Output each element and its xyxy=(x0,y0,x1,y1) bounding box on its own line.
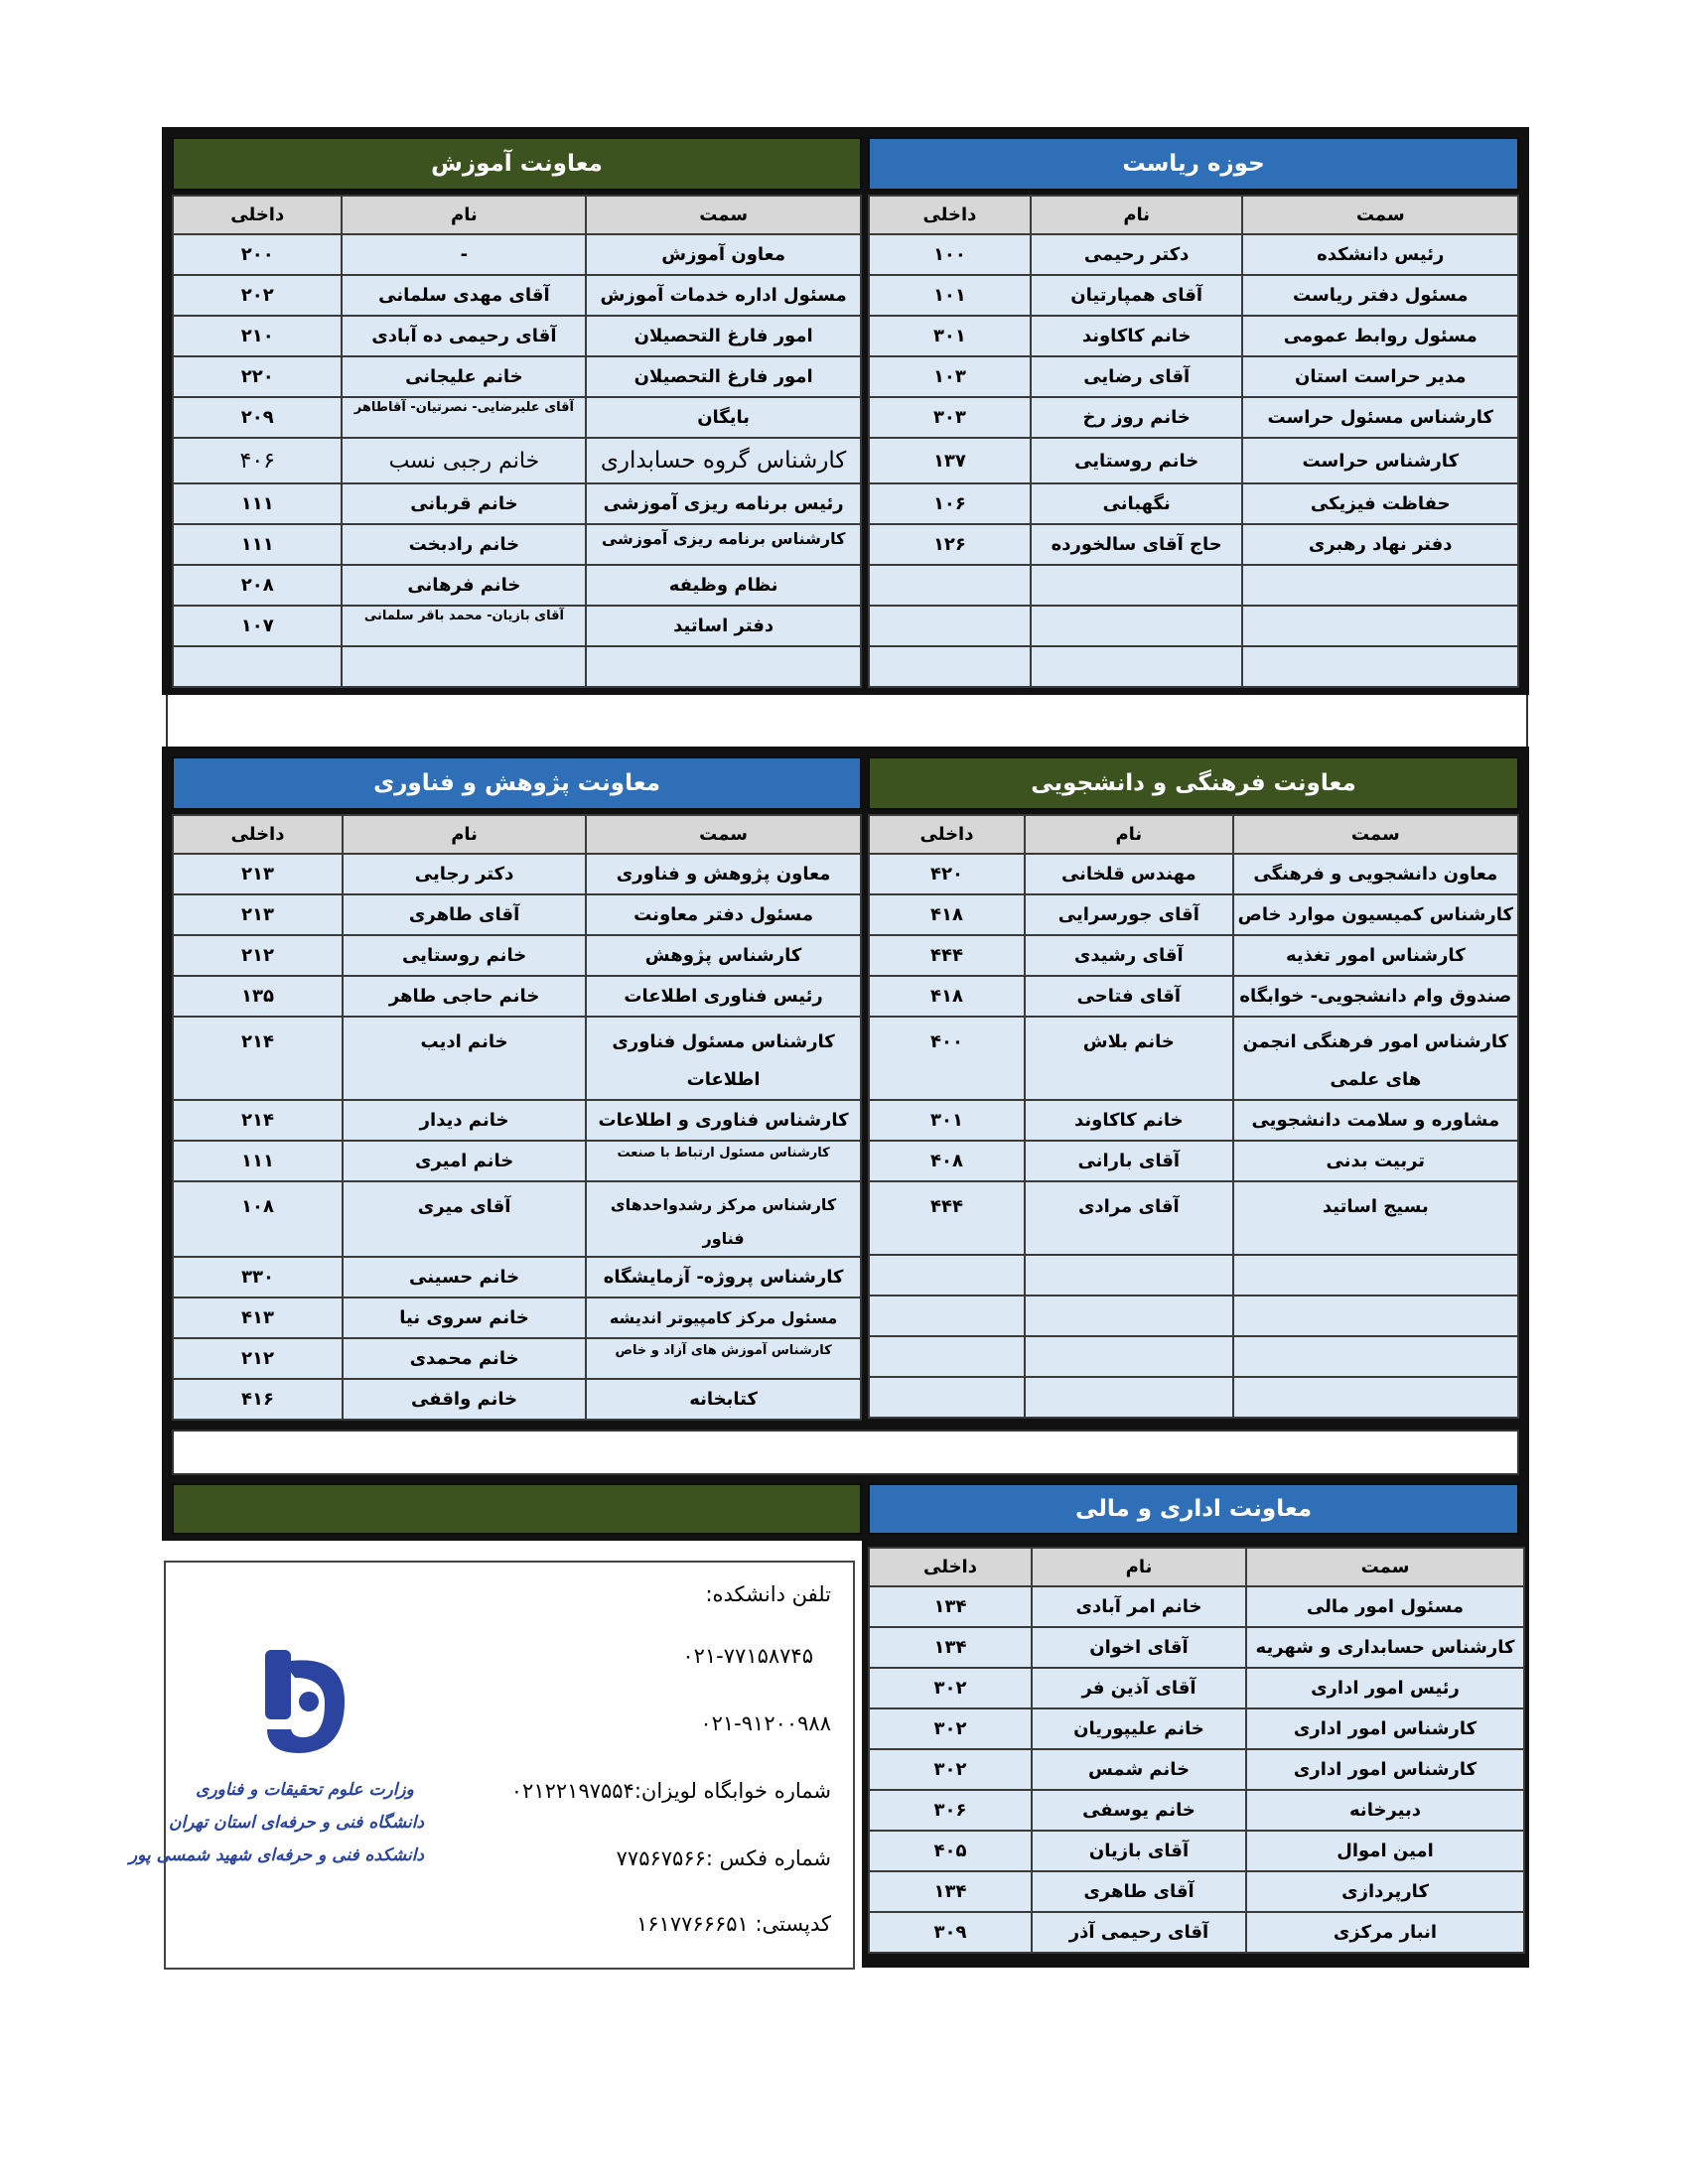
header-name: نام xyxy=(1031,196,1243,234)
ext-cell: ۱۰۱ xyxy=(869,275,1031,316)
role-cell: تربیت بدنی xyxy=(1233,1141,1518,1181)
table-row xyxy=(173,397,861,438)
table-row xyxy=(869,565,1518,606)
role-cell: بسیج اساتید xyxy=(1233,1181,1518,1255)
presidency-section xyxy=(868,137,1519,685)
ext-cell xyxy=(869,646,1031,687)
name-cell: خانم دیدار xyxy=(343,1100,586,1141)
logo-text-line-3: دانشکده فنی و حرفه‌ای شهید شمسی پور xyxy=(129,1845,424,1865)
name-cell: خانم قربانی xyxy=(342,483,586,524)
ext-cell: ۴۰۸ xyxy=(869,1141,1025,1181)
table-row xyxy=(869,275,1518,316)
table-row xyxy=(173,1100,861,1141)
ext-cell xyxy=(869,565,1031,606)
role-cell: مسئول روابط عمومی xyxy=(1242,316,1518,356)
ext-cell: ۱۳۴ xyxy=(869,1871,1032,1912)
phone-number-1: ۰۲۱-۷۷۱۵۸۷۴۵ xyxy=(682,1644,813,1668)
name-cell xyxy=(1025,1377,1233,1418)
name-cell xyxy=(1031,646,1243,687)
role-cell: انبار مرکزی xyxy=(1246,1912,1524,1953)
table-row xyxy=(869,356,1518,397)
name-cell: آقای بازیان xyxy=(1032,1831,1246,1871)
logo-text-line-2: دانشگاه فنی و حرفه‌ای استان تهران xyxy=(169,1813,424,1833)
cultural-table xyxy=(868,814,1519,1419)
name-cell: خانم علیپوریان xyxy=(1032,1708,1246,1749)
table-row xyxy=(869,646,1518,687)
name-cell xyxy=(1031,606,1243,646)
table-row xyxy=(869,1141,1518,1181)
name-cell xyxy=(1025,1296,1233,1336)
contact-info-box xyxy=(129,1561,855,1970)
spacer-strip xyxy=(166,695,1528,747)
ext-cell: ۳۳۰ xyxy=(173,1257,343,1297)
table-row xyxy=(869,854,1518,894)
role-cell: دبیرخانه xyxy=(1246,1790,1524,1831)
role-cell: رئیس دانشکده xyxy=(1242,234,1518,275)
table-row xyxy=(869,1912,1524,1953)
table-row xyxy=(869,976,1518,1017)
role-cell: معاون دانشجویی و فرهنگی xyxy=(1233,854,1518,894)
presidency-table xyxy=(868,195,1519,688)
name-cell: خانم رادبخت xyxy=(342,524,586,565)
ext-cell: ۴۰۰ xyxy=(869,1017,1025,1100)
table-row xyxy=(869,894,1518,935)
table-row xyxy=(869,935,1518,976)
role-cell: دفتر نهاد رهبری xyxy=(1242,524,1518,565)
ext-cell: ۲۰۲ xyxy=(173,275,342,316)
role-cell: کارپردازی xyxy=(1246,1871,1524,1912)
table-row xyxy=(869,1255,1518,1296)
ext-cell: ۳۰۲ xyxy=(869,1708,1032,1749)
name-cell: خانم شمس xyxy=(1032,1749,1246,1790)
ext-cell: ۳۰۲ xyxy=(869,1668,1032,1708)
role-cell: کارشناس گروه حسابداری xyxy=(586,438,861,483)
postal-code: کدپستی: ۱۶۱۷۷۶۶۶۵۱ xyxy=(636,1912,831,1936)
ext-cell: ۴۱۸ xyxy=(869,976,1025,1017)
name-cell: خانم کاکاوند xyxy=(1031,316,1243,356)
admin-header-wrap xyxy=(868,1483,1519,1535)
ext-cell: ۱۰۸ xyxy=(173,1181,343,1257)
name-cell: خانم بلاش xyxy=(1025,1017,1233,1100)
table-row xyxy=(173,1257,861,1297)
role-cell: کارشناس حراست xyxy=(1242,438,1518,483)
name-cell: آقای همپارتیان xyxy=(1031,275,1243,316)
name-cell: خانم روستایی xyxy=(1031,438,1243,483)
role-cell: کارشناس امور فرهنگی انجمن های علمی xyxy=(1233,1017,1518,1100)
ext-cell: ۱۰۳ xyxy=(869,356,1031,397)
table-header-row xyxy=(173,196,861,234)
role-cell xyxy=(1242,606,1518,646)
table-row xyxy=(173,606,861,646)
name-cell: آقای رحیمی آذر xyxy=(1032,1912,1246,1953)
header-ext: داخلی xyxy=(173,815,343,854)
name-cell: حاج آقای سالخورده xyxy=(1031,524,1243,565)
role-cell: کارشناس آموزش های آزاد و خاص xyxy=(586,1338,861,1379)
table-row xyxy=(173,1181,861,1257)
inner-spacer-strip xyxy=(172,1430,1519,1475)
ext-cell: ۲۱۳ xyxy=(173,854,343,894)
name-cell: آقای بازیان- محمد باقر سلمانی xyxy=(342,606,586,646)
ext-cell: ۳۰۲ xyxy=(869,1749,1032,1790)
role-cell: امور فارغ التحصیلان xyxy=(586,316,861,356)
ext-cell xyxy=(869,1255,1025,1296)
table-row xyxy=(869,438,1518,483)
role-cell: مسئول دفتر معاونت xyxy=(586,894,861,935)
name-cell: دکتر رجایی xyxy=(343,854,586,894)
ext-cell: ۲۱۰ xyxy=(173,316,342,356)
name-cell: مهندس قلخانی xyxy=(1025,854,1233,894)
name-cell: خانم روستایی xyxy=(343,935,586,976)
ext-cell: ۳۰۹ xyxy=(869,1912,1032,1953)
name-cell: دکتر رحیمی xyxy=(1031,234,1243,275)
ext-cell: ۲۲۰ xyxy=(173,356,342,397)
ext-cell: ۱۱۱ xyxy=(173,483,342,524)
name-cell: خانم امر آبادی xyxy=(1032,1586,1246,1627)
ext-cell: ۴۴۴ xyxy=(869,935,1025,976)
name-cell: خانم علیجانی xyxy=(342,356,586,397)
role-cell: کارشناس فناوری و اطلاعات xyxy=(586,1100,861,1141)
table-row xyxy=(869,1181,1518,1255)
ext-cell xyxy=(869,1377,1025,1418)
ext-cell: ۲۱۲ xyxy=(173,935,343,976)
name-cell xyxy=(342,646,586,687)
name-cell xyxy=(1031,565,1243,606)
admin-title: معاونت اداری و مالی xyxy=(868,1483,1519,1535)
ext-cell: ۲۱۲ xyxy=(173,1338,343,1379)
header-name: نام xyxy=(1025,815,1233,854)
logo-text-line-1: وزارت علوم تحقیقات و فناوری xyxy=(196,1780,414,1800)
header-role: سمت xyxy=(1233,815,1518,854)
table-row xyxy=(173,854,861,894)
name-cell: خانم محمدی xyxy=(343,1338,586,1379)
name-cell: آقای اخوان xyxy=(1032,1627,1246,1668)
table-header-row xyxy=(173,815,861,854)
table-row xyxy=(173,1017,861,1100)
role-cell: کارشناس امور اداری xyxy=(1246,1708,1524,1749)
role-cell xyxy=(1242,565,1518,606)
dorm-phone: شماره خوابگاه لویزان:۰۲۱۲۲۱۹۷۵۵۴ xyxy=(510,1779,831,1803)
ext-cell: ۴۱۸ xyxy=(869,894,1025,935)
ext-cell xyxy=(173,646,342,687)
header-role: سمت xyxy=(586,815,861,854)
role-cell: کارشناس برنامه ریزی آموزشی xyxy=(586,524,861,565)
ext-cell: ۱۱۱ xyxy=(173,1141,343,1181)
name-cell: خانم رجبی نسب xyxy=(342,438,586,483)
name-cell: آقای طاهری xyxy=(1032,1871,1246,1912)
ext-cell: ۴۲۰ xyxy=(869,854,1025,894)
role-cell xyxy=(1233,1255,1518,1296)
table-row xyxy=(869,1790,1524,1831)
name-cell: - xyxy=(342,234,586,275)
table-row xyxy=(869,397,1518,438)
empty-title-bar xyxy=(172,1483,862,1535)
name-cell: آقای رضایی xyxy=(1031,356,1243,397)
role-cell: دفتر اساتید xyxy=(586,606,861,646)
header-ext: داخلی xyxy=(869,1548,1032,1586)
name-cell: آقای مهدی سلمانی xyxy=(342,275,586,316)
header-name: نام xyxy=(343,815,586,854)
name-cell: آقای بارانی xyxy=(1025,1141,1233,1181)
ext-cell: ۴۰۶ xyxy=(173,438,342,483)
name-cell: خانم یوسفی xyxy=(1032,1790,1246,1831)
header-ext: داخلی xyxy=(869,196,1031,234)
research-table xyxy=(172,814,862,1421)
role-cell: کارشناس امور اداری xyxy=(1246,1749,1524,1790)
table-row xyxy=(869,524,1518,565)
table-row xyxy=(869,1336,1518,1377)
ext-cell: ۳۰۱ xyxy=(869,1100,1025,1141)
header-role: سمت xyxy=(1246,1548,1524,1586)
role-cell: صندوق وام دانشجویی- خوابگاه xyxy=(1233,976,1518,1017)
ext-cell xyxy=(869,1296,1025,1336)
ext-cell: ۱۰۷ xyxy=(173,606,342,646)
cultural-title: معاونت فرهنگی و دانشجویی xyxy=(868,756,1519,810)
name-cell: آقای رشیدی xyxy=(1025,935,1233,976)
table-row xyxy=(173,316,861,356)
table-row xyxy=(869,1831,1524,1871)
role-cell: کارشناس پروژه- آزمایشگاه xyxy=(586,1257,861,1297)
role-cell: معاون پژوهش و فناوری xyxy=(586,854,861,894)
role-cell: کارشناس کمیسیون موارد خاص xyxy=(1233,894,1518,935)
top-directory-block xyxy=(162,127,1529,695)
header-name: نام xyxy=(342,196,586,234)
name-cell: خانم حاجی طاهر xyxy=(343,976,586,1017)
research-title: معاونت پژوهش و فناوری xyxy=(172,756,862,810)
name-cell: خانم روز رخ xyxy=(1031,397,1243,438)
table-row xyxy=(869,316,1518,356)
university-logo xyxy=(129,1642,424,1872)
table-row xyxy=(173,524,861,565)
ext-cell: ۱۰۶ xyxy=(869,483,1031,524)
ext-cell: ۳۰۱ xyxy=(869,316,1031,356)
ext-cell: ۱۳۵ xyxy=(173,976,343,1017)
role-cell xyxy=(1233,1336,1518,1377)
header-name: نام xyxy=(1032,1548,1246,1586)
ext-cell: ۳۰۳ xyxy=(869,397,1031,438)
ext-cell xyxy=(869,606,1031,646)
name-cell: خانم واقفی xyxy=(343,1379,586,1420)
empty-green-header xyxy=(172,1483,862,1535)
admin-table xyxy=(868,1547,1525,1954)
name-cell: آقای جورسرایی xyxy=(1025,894,1233,935)
name-cell: آقای آذین فر xyxy=(1032,1668,1246,1708)
table-header-row xyxy=(869,815,1518,854)
role-cell: کارشناس مرکز رشدواحدهای فناور xyxy=(586,1181,861,1257)
table-row xyxy=(869,1871,1524,1912)
name-cell: آقای رحیمی ده آبادی xyxy=(342,316,586,356)
ext-cell: ۲۰۹ xyxy=(173,397,342,438)
table-row xyxy=(173,483,861,524)
table-row xyxy=(869,1668,1524,1708)
ext-cell: ۲۱۴ xyxy=(173,1017,343,1100)
university-emblem-icon xyxy=(245,1642,364,1766)
ext-cell: ۴۴۴ xyxy=(869,1181,1025,1255)
header-ext: داخلی xyxy=(173,196,342,234)
table-row xyxy=(173,1338,861,1379)
table-row xyxy=(173,1297,861,1338)
role-cell: کارشناس مسئول حراست xyxy=(1242,397,1518,438)
table-row xyxy=(869,1377,1518,1418)
role-cell: امور فارغ التحصیلان xyxy=(586,356,861,397)
table-header-row xyxy=(869,196,1518,234)
ext-cell: ۱۳۴ xyxy=(869,1586,1032,1627)
role-cell: کارشناس حسابداری و شهریه xyxy=(1246,1627,1524,1668)
ext-cell: ۱۱۱ xyxy=(173,524,342,565)
table-row xyxy=(173,894,861,935)
name-cell: آقای میری xyxy=(343,1181,586,1257)
name-cell xyxy=(1025,1255,1233,1296)
name-cell: خانم کاکاوند xyxy=(1025,1100,1233,1141)
role-cell: رئیس امور اداری xyxy=(1246,1668,1524,1708)
table-header-row xyxy=(869,1548,1524,1586)
role-cell: کتابخانه xyxy=(586,1379,861,1420)
table-row xyxy=(869,606,1518,646)
phone-number-2: ۰۲۱-۹۱۲۰۰۹۸۸ xyxy=(700,1711,831,1735)
header-role: سمت xyxy=(586,196,861,234)
ext-cell: ۲۱۳ xyxy=(173,894,343,935)
ext-cell: ۱۰۰ xyxy=(869,234,1031,275)
table-row xyxy=(173,234,861,275)
ext-cell: ۳۰۶ xyxy=(869,1790,1032,1831)
table-row xyxy=(869,1708,1524,1749)
role-cell: نظام وظیفه xyxy=(586,565,861,606)
table-row xyxy=(869,1586,1524,1627)
role-cell: کارشناس پژوهش xyxy=(586,935,861,976)
ext-cell: ۱۳۴ xyxy=(869,1627,1032,1668)
admin-finance-block xyxy=(862,1541,1529,1968)
table-row xyxy=(869,1100,1518,1141)
ext-cell: ۲۱۴ xyxy=(173,1100,343,1141)
table-row xyxy=(869,1296,1518,1336)
ext-cell: ۲۰۸ xyxy=(173,565,342,606)
name-cell: آقای علیرضایی- نصرتیان- آقاطاهر xyxy=(342,397,586,438)
role-cell: کارشناس امور تغذیه xyxy=(1233,935,1518,976)
fax-number: شماره فکس :۷۷۵۶۷۵۶۶ xyxy=(616,1846,831,1870)
role-cell: رئیس فناوری اطلاعات xyxy=(586,976,861,1017)
ext-cell: ۴۰۵ xyxy=(869,1831,1032,1871)
table-row xyxy=(869,1627,1524,1668)
table-row xyxy=(869,1749,1524,1790)
table-row xyxy=(173,1141,861,1181)
table-row xyxy=(173,646,861,687)
name-cell: آقای طاهری xyxy=(343,894,586,935)
role-cell: حفاظت فیزیکی xyxy=(1242,483,1518,524)
research-section xyxy=(172,756,862,1481)
middle-directory-block xyxy=(162,747,1529,1541)
role-cell: مدیر حراست استان xyxy=(1242,356,1518,397)
role-cell: مشاوره و سلامت دانشجویی xyxy=(1233,1100,1518,1141)
ext-cell xyxy=(869,1336,1025,1377)
role-cell: معاون آموزش xyxy=(586,234,861,275)
header-ext: داخلی xyxy=(869,815,1025,854)
table-row xyxy=(173,1379,861,1420)
role-cell xyxy=(586,646,861,687)
role-cell: کارشناس مسئول ارتباط با صنعت xyxy=(586,1141,861,1181)
education-table xyxy=(172,195,862,688)
name-cell: خانم سروی نیا xyxy=(343,1297,586,1338)
name-cell: آقای فتاحی xyxy=(1025,976,1233,1017)
role-cell xyxy=(1242,646,1518,687)
cultural-section xyxy=(868,756,1519,1481)
presidency-title: حوزه ریاست xyxy=(868,137,1519,191)
role-cell: مسئول مرکز کامپیوتر اندیشه xyxy=(586,1297,861,1338)
header-role: سمت xyxy=(1242,196,1518,234)
role-cell xyxy=(1233,1296,1518,1336)
ext-cell: ۲۰۰ xyxy=(173,234,342,275)
table-row xyxy=(173,275,861,316)
table-row xyxy=(173,438,861,483)
role-cell xyxy=(1233,1377,1518,1418)
table-row xyxy=(869,483,1518,524)
name-cell xyxy=(1025,1336,1233,1377)
education-section xyxy=(172,137,862,685)
table-row xyxy=(173,935,861,976)
name-cell: خانم حسینی xyxy=(343,1257,586,1297)
name-cell: خانم فرهانی xyxy=(342,565,586,606)
role-cell: بایگان xyxy=(586,397,861,438)
role-cell: رئیس برنامه ریزی آموزشی xyxy=(586,483,861,524)
role-cell: مسئول اداره خدمات آموزش xyxy=(586,275,861,316)
table-row xyxy=(173,356,861,397)
ext-cell: ۱۲۶ xyxy=(869,524,1031,565)
table-row xyxy=(869,1017,1518,1100)
ext-cell: ۴۱۳ xyxy=(173,1297,343,1338)
name-cell: نگهبانی xyxy=(1031,483,1243,524)
role-cell: مسئول امور مالی xyxy=(1246,1586,1524,1627)
name-cell: آقای مرادی xyxy=(1025,1181,1233,1255)
role-cell: مسئول دفتر ریاست xyxy=(1242,275,1518,316)
table-row xyxy=(173,565,861,606)
table-row xyxy=(869,234,1518,275)
name-cell: خانم ادیب xyxy=(343,1017,586,1100)
name-cell: خانم امیری xyxy=(343,1141,586,1181)
role-cell: کارشناس مسئول فناوری اطلاعات xyxy=(586,1017,861,1100)
ext-cell: ۴۱۶ xyxy=(173,1379,343,1420)
table-row xyxy=(173,976,861,1017)
ext-cell: ۱۳۷ xyxy=(869,438,1031,483)
education-title: معاونت آموزش xyxy=(172,137,862,191)
role-cell: امین اموال xyxy=(1246,1831,1524,1871)
phone-label: تلفن دانشکده: xyxy=(705,1582,831,1606)
